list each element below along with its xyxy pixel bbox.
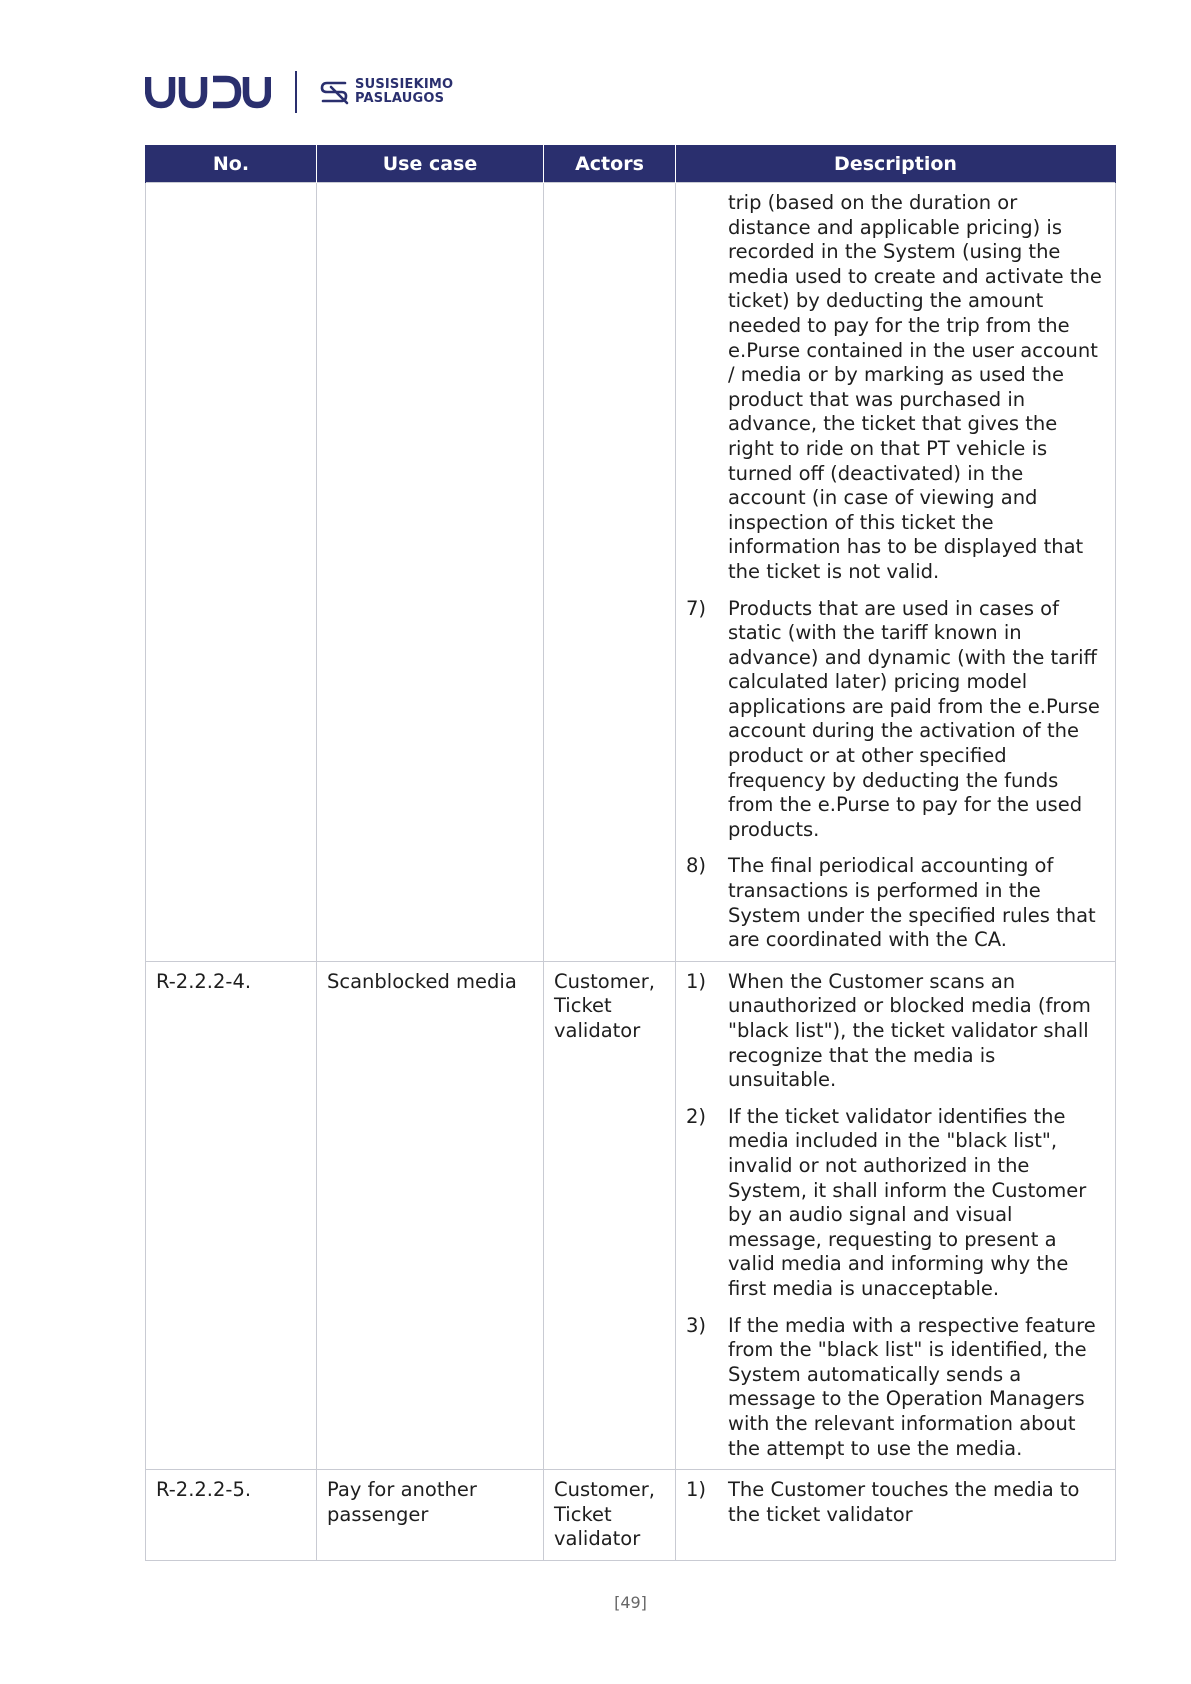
row-no: R-2.2.2-5. [146, 1470, 317, 1561]
item-text: The final periodical accounting of transactions is performed in the System under the specified rules that are coordinated with the CA. [728, 854, 1096, 952]
row-description [676, 961, 1116, 1469]
item-text: trip (based on the duration or distance and applicable pricing) is recorded in the System (using the media used to create and activate the ticket) by deducting the amount needed to pay for the trip from the e.Purse contained in the user account / media or by marking as used the product that was purchased in advance, the ticket that gives the right to ride on that PT vehicle is turned off (deactivated) in the account (in case of viewing and inspection of this ticket the information has to be displayed that the ticket is not valid. [728, 191, 1102, 583]
row-use-case [317, 183, 544, 962]
table-row [146, 1470, 1116, 1561]
page-number: [49] [614, 1593, 647, 1612]
description-item [686, 597, 1105, 843]
item-number: 1) [686, 969, 707, 993]
susisiekimo-paslaugos-logo [319, 77, 453, 107]
description-item [686, 1314, 1105, 1462]
header-no: No. [146, 145, 317, 183]
use-case-table [145, 145, 1116, 1561]
item-number: 1) [686, 1478, 707, 1502]
row-description [676, 183, 1116, 962]
description-item [686, 1105, 1105, 1302]
row-actors: Customer, Ticket validator [544, 961, 676, 1469]
description-item [686, 854, 1105, 952]
table-row [146, 961, 1116, 1469]
item-text: If the media with a respective feature from the "black list" is identified, the System automatically sends a message to the Operation Managers with the relevant information about the attempt to use the media. [728, 1313, 1096, 1460]
item-text: The Customer touches the media to the ticket validator [728, 1478, 1080, 1526]
item-text: Products that are used in cases of static (with the tariff known in advance) and dynamic (with the tariff calculated later) pricing model applications are paid from the e.Purse account during the activation of the product or at other specified frequency by deducting the funds from the e.Purse to pay for the used products. [728, 596, 1100, 841]
sp-mark-icon [319, 77, 349, 107]
judu-logo [145, 75, 271, 109]
description-item [686, 1478, 1105, 1527]
item-number: 8) [686, 854, 707, 878]
partner-name-line2: PASLAUGOS [355, 91, 445, 106]
header-description: Description [676, 145, 1116, 183]
partner-name-line1: SUSISIEKIMO [355, 77, 454, 92]
item-number: 3) [686, 1313, 707, 1337]
logo-divider [295, 71, 297, 113]
header-use-case: Use case [317, 145, 544, 183]
header-actors: Actors [544, 145, 676, 183]
row-description [676, 1470, 1116, 1561]
row-no: R-2.2.2-4. [146, 961, 317, 1469]
item-text: If the ticket validator identifies the media included in the "black list", invalid or not authorized in the System, it shall inform the Customer by an audio signal and visual message, requesting to present a valid media and informing why the first media is unacceptable. [728, 1104, 1087, 1300]
item-text: When the Customer scans an unauthorized or blocked media (from "black list"), the ticket validator shall recognize that the media is unsuitable. [728, 969, 1091, 1092]
description-item [686, 191, 1105, 585]
item-number: 7) [686, 596, 707, 620]
description-item [686, 970, 1105, 1093]
page-header [145, 68, 453, 116]
table-header-row [146, 145, 1116, 183]
row-actors [544, 183, 676, 962]
row-actors: Customer, Ticket validator [544, 1470, 676, 1561]
row-use-case: Scanblocked media [317, 961, 544, 1469]
item-number [686, 191, 728, 585]
row-use-case: Pay for another passenger [317, 1470, 544, 1561]
table-row [146, 183, 1116, 962]
row-no [146, 183, 317, 962]
item-number: 2) [686, 1104, 707, 1128]
